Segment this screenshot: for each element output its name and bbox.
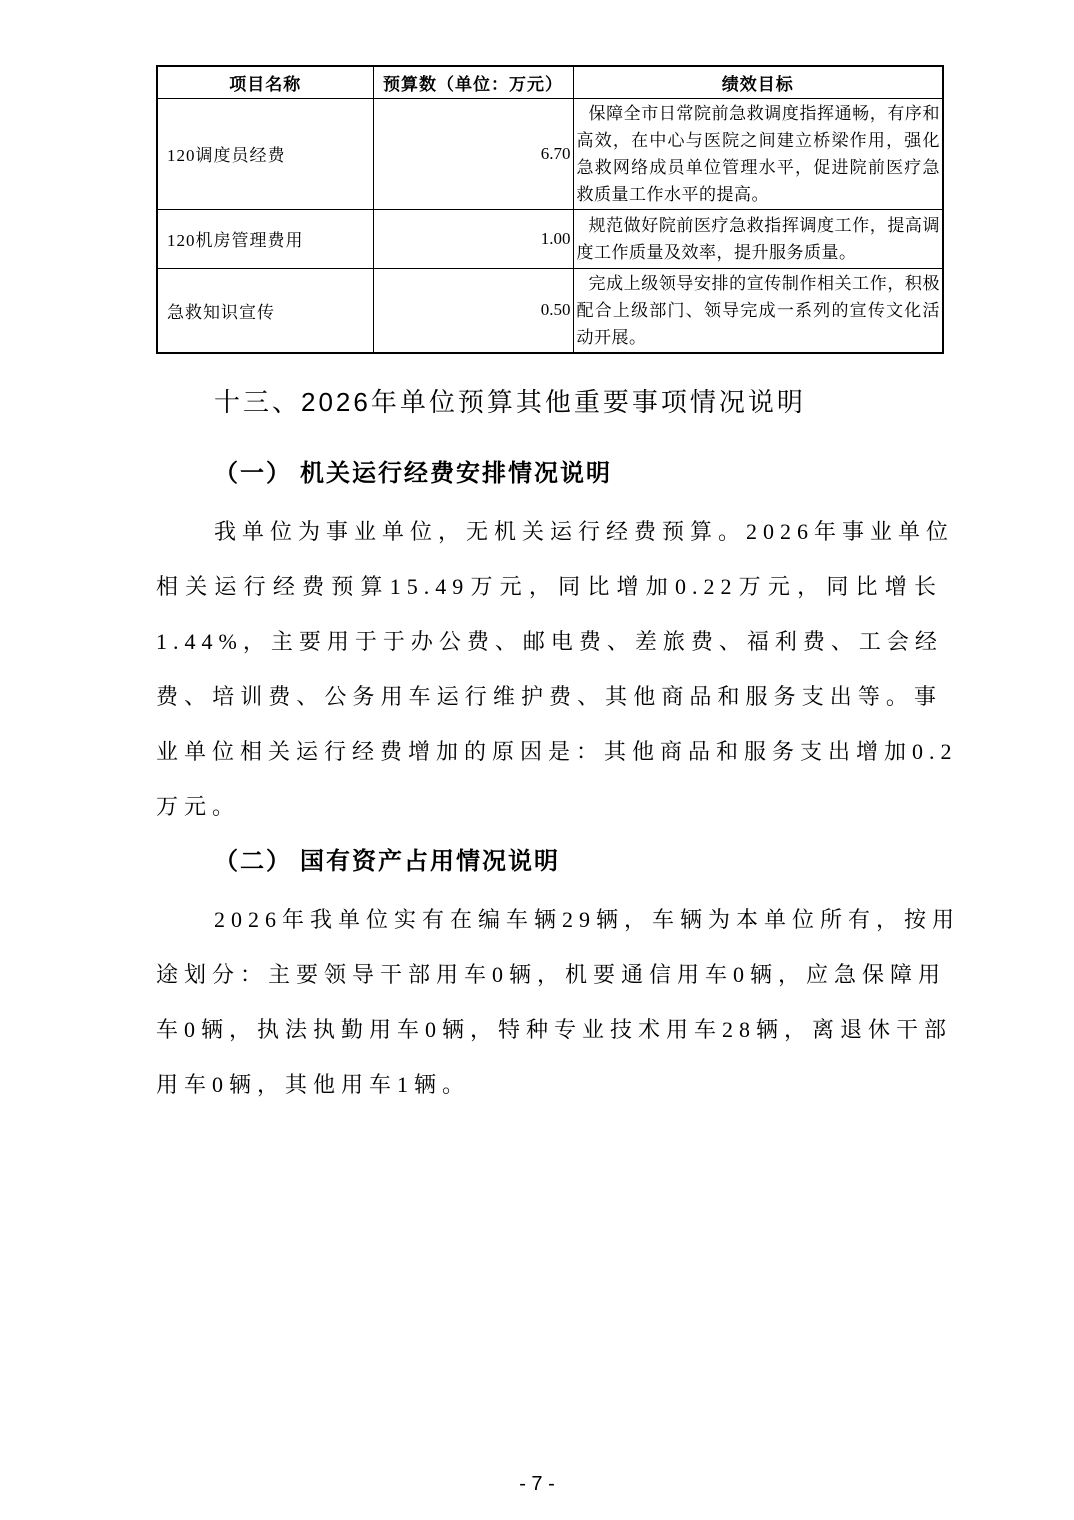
project-name-cell: 120机房管理费用 [157,209,373,268]
project-name-cell: 120调度员经费 [157,98,373,209]
body-text-line: 万元。 [156,794,241,819]
project-name-cell: 急救知识宣传 [157,268,373,353]
section-heading: 十三、2026年单位预算其他重要事项情况说明 [214,387,806,417]
body-text-line: 相关运行经费预算15.49万元，同比增加0.22万元，同比增长 [156,574,942,599]
subsection-heading-2: （二） 国有资产占用情况说明 [214,849,560,875]
page-number: - 7 - [519,1473,555,1495]
body-text-line: 业单位相关运行经费增加的原因是：其他商品和服务支出增加0.2 [156,739,958,764]
body-text-line: 车0辆，执法执勤用车0辆，特种专业技术用车28辆，离退休干部 [156,1017,953,1042]
performance-target-cell: 规范做好院前医疗急救指挥调度工作，提高调度工作质量及效率，提升服务质量。 [573,209,943,268]
body-text-line: 1.44%，主要用于于办公费、邮电费、差旅费、福利费、工会经 [156,629,943,654]
body-text-line: 途划分：主要领导干部用车0辆，机要通信用车0辆，应急保障用 [156,962,947,987]
budget-value-cell: 6.70 [373,98,573,209]
performance-target-cell: 保障全市日常院前急救调度指挥通畅，有序和高效，在中心与医院之间建立桥梁作用，强化急救网络成员单位管理水平，促进院前医疗急救质量工作水平的提高。 [573,98,943,209]
page-content [156,65,961,1112]
header-budget-amount: 预算数（单位：万元） [373,66,573,98]
body-text-line: 用车0辆，其他用车1辆。 [156,1072,471,1097]
paragraph-operating-expenses [156,504,958,834]
body-text-line: 我单位为事业单位，无机关运行经费预算。2026年事业单位 [214,519,955,544]
performance-target-cell: 完成上级领导安排的宣传制作相关工作，积极配合上级部门、领导完成一系列的宣传文化活动开展。 [573,268,943,353]
table-row [157,98,943,209]
table-row [157,209,943,268]
budget-value-cell: 0.50 [373,268,573,353]
budget-value-cell: 1.00 [373,209,573,268]
header-performance-target: 绩效目标 [573,66,943,98]
subsection-heading-1: （一） 机关运行经费安排情况说明 [214,461,612,487]
table-header-row [157,66,943,98]
paragraph-state-assets [156,892,961,1112]
body-text-line: 费、培训费、公务用车运行维护费、其他商品和服务支出等。事 [156,684,942,709]
body-text-line: 2026年我单位实有在编车辆29辆，车辆为本单位所有，按用 [214,907,961,932]
budget-table [156,65,944,354]
table-row [157,268,943,353]
header-project-name: 项目名称 [157,66,373,98]
